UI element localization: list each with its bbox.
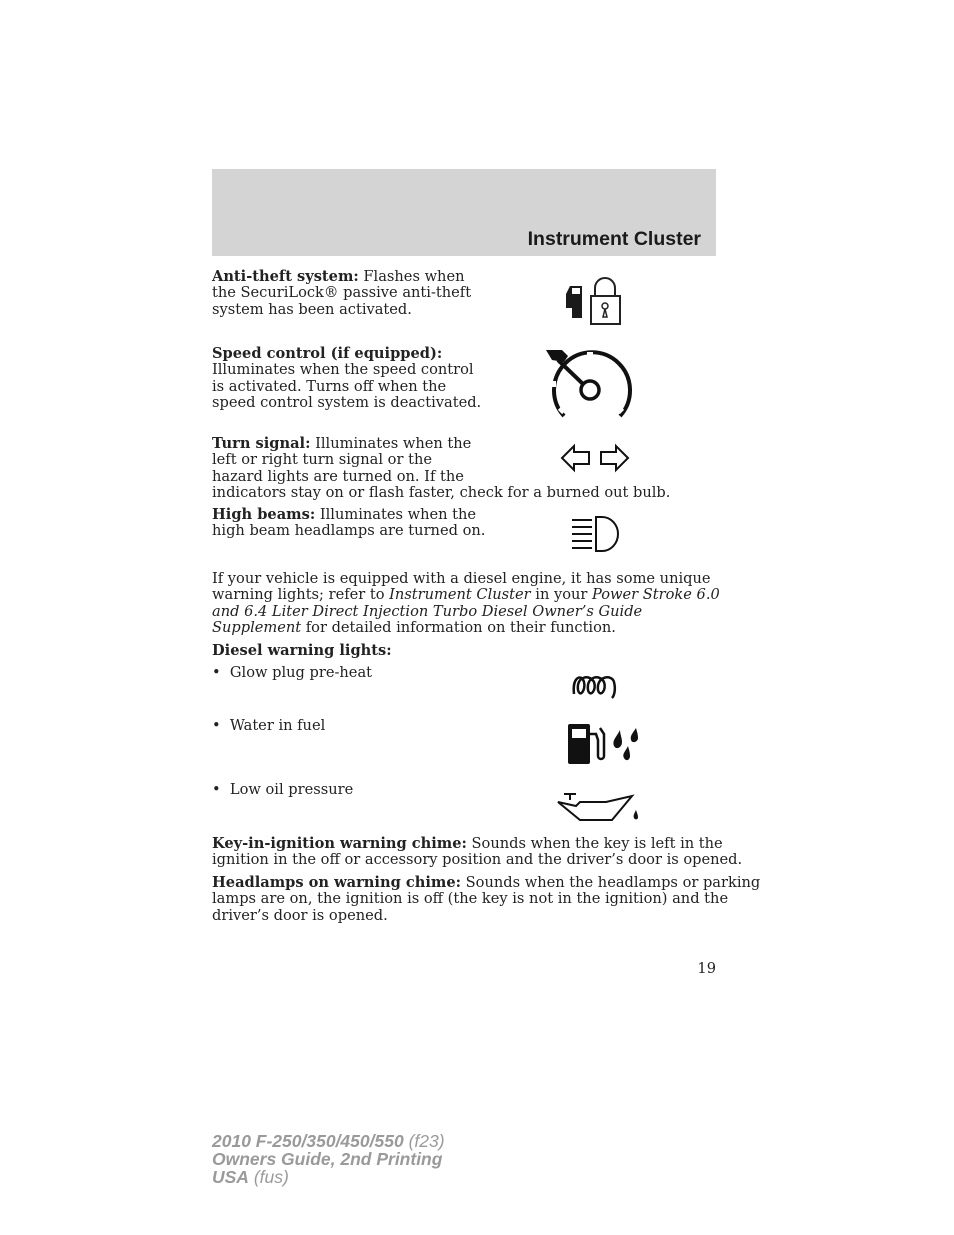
headlamps-chime-label: Headlamps on warning chime:: [212, 874, 462, 891]
section-header-bar: [212, 169, 716, 256]
text-line: Sounds when the headlamps or parking: [461, 874, 761, 891]
speed-control-icon: [542, 344, 634, 424]
diesel-warning-heading: [212, 643, 392, 659]
text-line: If your vehicle is equipped with a diesel engine, it has some unique: [212, 570, 711, 587]
glow-plug-icon: [570, 672, 622, 704]
text-line: left or right turn signal or the: [212, 451, 432, 469]
text-run: warning lights; refer to: [212, 586, 390, 604]
anti-theft-description: [212, 269, 471, 318]
footer-region: USA: [212, 1167, 249, 1187]
footer-model-code: (f23): [403, 1131, 445, 1151]
list-item-text: Water in fuel: [229, 717, 326, 734]
text-line: speed control system is deactivated.: [212, 394, 482, 412]
key-chime-label: Key-in-ignition warning chime:: [212, 835, 467, 852]
list-item-glow-plug: [212, 665, 372, 681]
turn-signal-arrows-icon: [560, 443, 630, 473]
oil-can-icon: [556, 790, 642, 828]
text-line: [212, 620, 720, 636]
text-line: driver’s door is opened.: [212, 906, 388, 924]
headlamps-chime-description: [212, 875, 760, 924]
text-line: Illuminates when the: [315, 506, 477, 523]
diesel-guide-reference: Power Stroke 6.0: [592, 586, 720, 604]
bullet: •: [212, 781, 221, 798]
text-line: ignition in the off or accessory position and the driver’s door is opened.: [212, 851, 743, 869]
high-beams-label: High beams:: [212, 506, 316, 523]
anti-theft-label: Anti-theft system:: [212, 268, 359, 285]
diesel-guide-reference-cont: and 6.4 Liter Direct Injection Turbo Diesel Owner’s Guide: [212, 602, 643, 620]
text-run: in your: [530, 586, 593, 604]
text-line: Sounds when the key is left in the: [466, 835, 723, 852]
footer-model: 2010 F-250/350/450/550: [212, 1131, 404, 1151]
text-line: system has been activated.: [212, 300, 412, 318]
key-chime-description: [212, 836, 742, 869]
text-line: indicators stay on or flash faster, check for a burned out bulb.: [212, 484, 671, 502]
diesel-guide-reference-end: Supplement: [212, 619, 302, 637]
water-in-fuel-icon: [566, 720, 642, 768]
diesel-intro-paragraph: [212, 571, 720, 637]
speed-control-label: Speed control (if equipped):: [212, 345, 443, 362]
instrument-cluster-reference: Instrument Cluster: [389, 586, 531, 604]
bullet: •: [212, 664, 221, 681]
turn-signal-label: Turn signal:: [212, 435, 311, 452]
text-run: for detailed information on their function.: [301, 619, 616, 637]
text-line: lamps are on, the ignition is off (the key is not in the ignition) and the: [212, 890, 729, 908]
speed-control-description: [212, 346, 481, 412]
anti-theft-lock-icon: [562, 274, 624, 326]
heading-text: Diesel warning lights:: [212, 642, 392, 659]
footer-region-code: (fus): [248, 1167, 289, 1187]
text-line: Illuminates when the: [310, 435, 472, 452]
list-item-low-oil-pressure: [212, 782, 353, 798]
list-item-water-in-fuel: [212, 718, 325, 734]
section-title: Instrument Cluster: [527, 228, 701, 250]
text-line: Flashes when: [358, 268, 465, 285]
list-item-text: Low oil pressure: [229, 781, 354, 798]
text-line: is activated. Turns off when the: [212, 377, 447, 395]
text-line: the SecuriLock® passive anti-theft: [212, 284, 472, 302]
document-footer: [212, 1132, 445, 1186]
high-beam-icon: [570, 515, 624, 553]
page-number: 19: [697, 960, 716, 977]
list-item-text: Glow plug pre-heat: [229, 664, 373, 681]
text-line: Illuminates when the speed control: [212, 361, 474, 379]
footer-guide: Owners Guide, 2nd Printing: [212, 1149, 443, 1169]
text-line: hazard lights are turned on. If the: [212, 467, 464, 485]
high-beams-description: [212, 507, 485, 540]
text-line: [212, 587, 720, 603]
bullet: •: [212, 717, 221, 734]
text-line: high beam headlamps are turned on.: [212, 522, 486, 540]
